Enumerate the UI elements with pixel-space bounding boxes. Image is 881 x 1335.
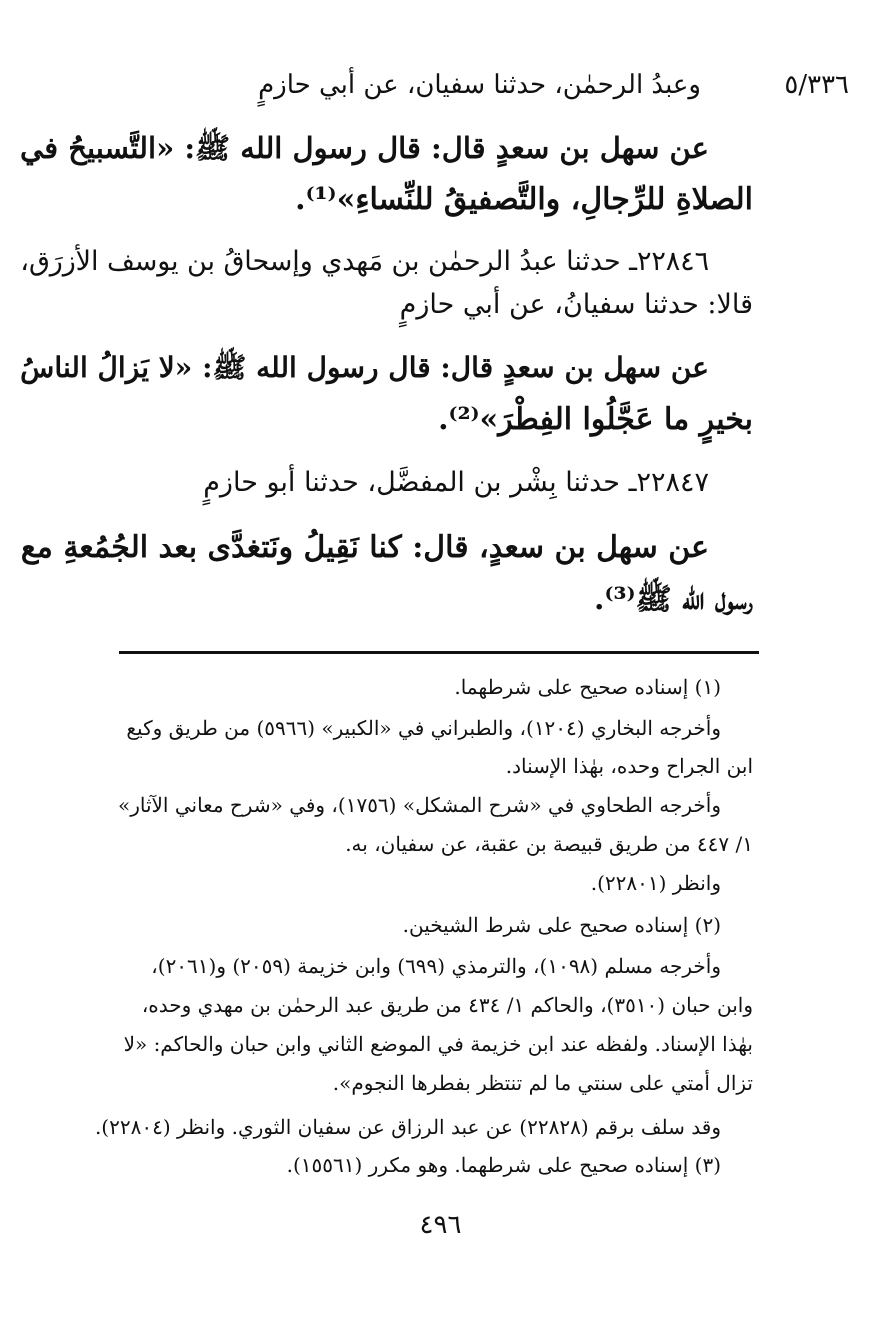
footnote-2-takhrij-line-1: وأخرجه مسلم (١٠٩٨)، والترمذي (٦٩٩) وابن خزيمة (٢٠٥٩) و(٢٠٦١)، (151, 954, 721, 978)
footnote-1-takhrij-line-1: وأخرجه البخاري (١٢٠٤)، والطبراني في «الكبير» (٥٩٦٦) من طريق وكيع (126, 716, 721, 740)
footnote-2-takhrij-line-3: بهٰذا الإسناد. ولفظه عند ابن خزيمة في الموضع الثاني وابن حبان والحاكم: «لا (123, 1032, 753, 1056)
hadith-2-line-2: بخيرٍ ما عَجَّلُوا الفِطْرَ»⁽²⁾. (438, 402, 753, 437)
running-header: وعبدُ الرحمٰن، حدثنا سفيان، عن أبي حازمٍ (258, 70, 701, 100)
hadith-3-line-2: رسول الله ﷺ⁽³⁾. (594, 582, 753, 617)
volume-page-ref: ٥/٣٣٦ (784, 70, 849, 100)
hadith-3-line-1: عن سهل بن سعدٍ، قال: كنا نَقِيلُ ونَتغدَّى بعد الجُمُعةِ مع (20, 530, 709, 565)
isnad-22846-line-2: قالا: حدثنا سفيانُ، عن أبي حازمٍ (399, 289, 753, 320)
footnote-1-takhrij-line-2: ابن الجراح وحده، بهٰذا الإسناد. (505, 754, 753, 778)
footnote-2-grade: (٢) إسناده صحيح على شرط الشيخين. (402, 913, 721, 937)
footnote-3: (٣) إسناده صحيح على شرطهما. وهو مكرر (١٥٥٦١). (286, 1153, 721, 1177)
footnote-2-takhrij-line-2: وابن حبان (٣٥١٠)، والحاكم ١/ ٤٣٤ من طريق عبد الرحمٰن بن مهدي وحده، (141, 993, 753, 1017)
footnote-1-grade: (١) إسناده صحيح على شرطهما. (454, 675, 721, 699)
footnote-1-takhrij-line-4: ١/ ٤٤٧ من طريق قبيصة بن عقبة، عن سفيان، به. (345, 832, 753, 856)
footnote-separator (119, 651, 759, 654)
isnad-22847: ٢٢٨٤٧ـ حدثنا بِشْر بن المفضَّل، حدثنا أبو حازمٍ (203, 467, 709, 498)
page-number: ٤٩٦ (419, 1210, 462, 1240)
footnote-1-see-also: وانظر (٢٢٨٠١). (590, 871, 721, 895)
hadith-1-line-2: الصلاةِ للرِّجالِ، والتَّصفيقُ للنِّساءِ»⁽¹⁾. (295, 182, 753, 217)
footnote-1-takhrij-line-3: وأخرجه الطحاوي في «شرح المشكل» (١٧٥٦)، وفي «شرح معاني الآثار» (117, 793, 721, 817)
footnote-2-takhrij-line-4: تزال أمتي على سنتي ما لم تنتظر بفطرها النجوم». (332, 1071, 753, 1095)
footnote-2-see-also: وقد سلف برقم (٢٢٨٢٨) عن عبد الرزاق عن سفيان الثوري. وانظر (٢٢٨٠٤). (94, 1115, 721, 1139)
isnad-22846-line-1: ٢٢٨٤٦ـ حدثنا عبدُ الرحمٰن بن مَهدي وإسحاقُ بن يوسف الأزرَق، (20, 246, 709, 277)
hadith-1-line-1: عن سهل بن سعدٍ قال: قال رسول الله ﷺ: «التَّسبيحُ في (19, 131, 709, 165)
hadith-2-line-1: عن سهل بن سعدٍ قال: قال رسول الله ﷺ: «لا يَزالُ الناسُ (20, 351, 709, 384)
